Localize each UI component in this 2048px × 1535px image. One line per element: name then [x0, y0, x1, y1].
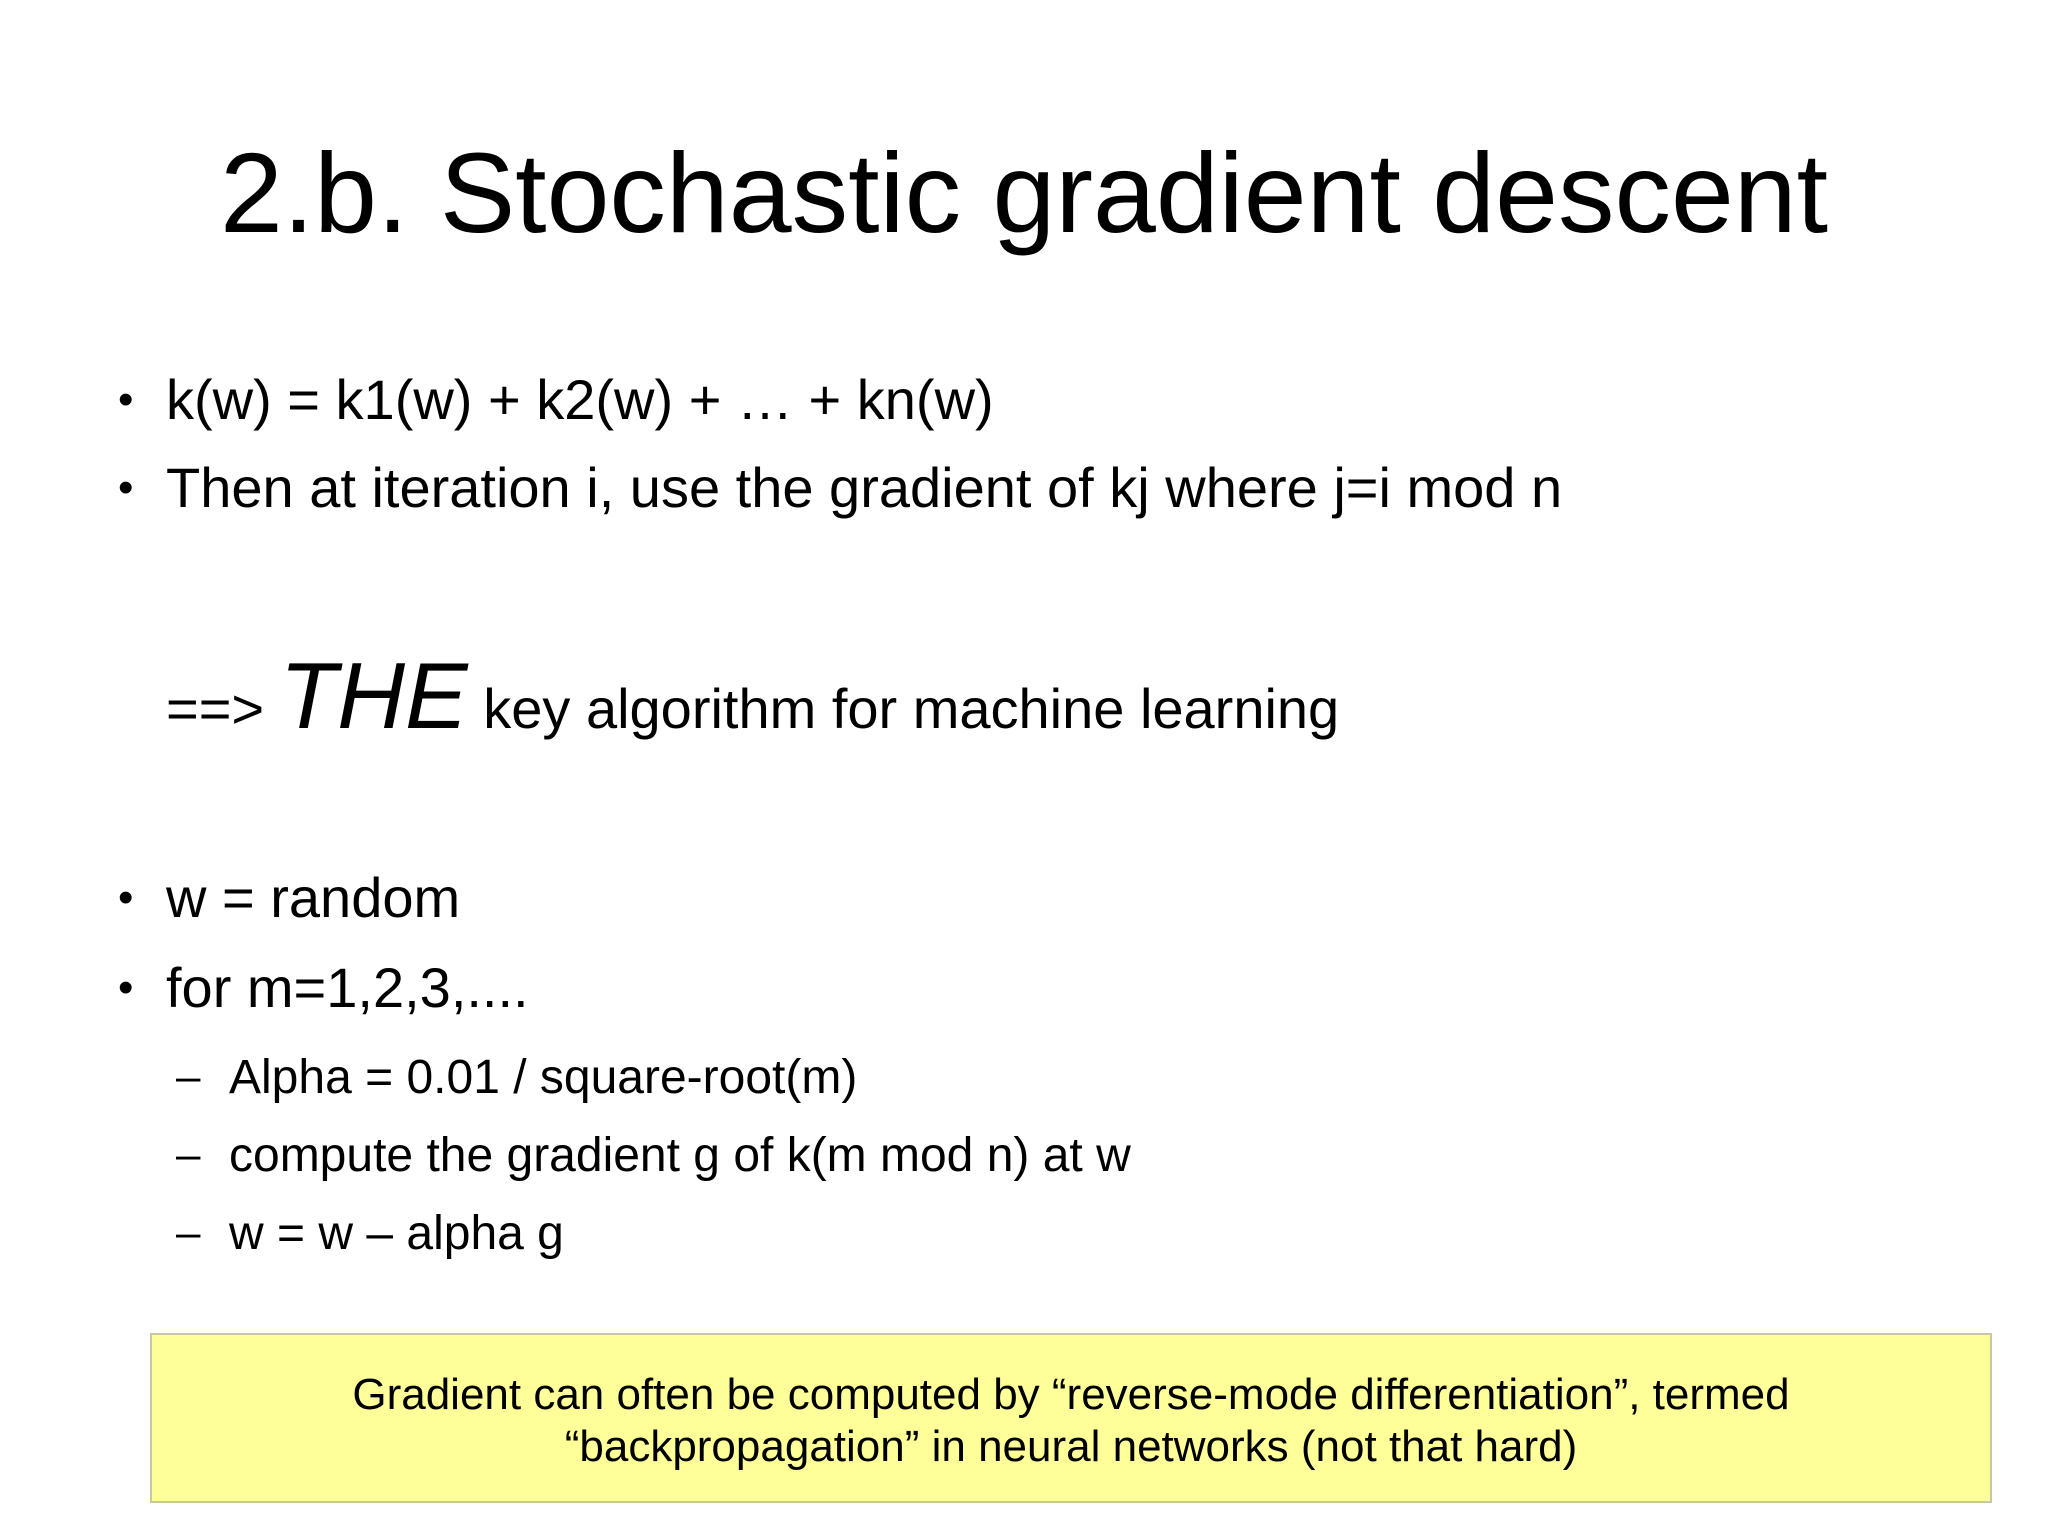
bullet-iteration-rule: Then at iteration i, use the gradient of kj where j=i mod n [166, 456, 1563, 519]
note-line-1: Gradient can often be computed by “reverse-mode differentiation”, termed [352, 1370, 1790, 1419]
sub-bullet-update-w: w = w – alpha g [229, 1207, 564, 1260]
key-algorithm-text: key algorithm for machine learning [483, 677, 1340, 740]
backpropagation-note-box [150, 1333, 1992, 1503]
bullet-marker: • [118, 873, 134, 922]
note-line-2: “backpropagation” in neural networks (not that hard) [564, 1422, 1578, 1471]
bullet-for-loop: for m=1,2,3,.... [166, 956, 529, 1019]
sub-bullet-marker: – [176, 1130, 201, 1179]
sub-bullet-marker: – [176, 1208, 201, 1257]
bullet-init-random: w = random [166, 866, 461, 929]
sub-bullet-compute-gradient: compute the gradient g of k(m mod n) at w [229, 1129, 1131, 1182]
slide-title: 2.b. Stochastic gradient descent [219, 130, 1829, 256]
bullet-marker: • [118, 375, 134, 424]
bullet-marker: • [118, 963, 134, 1012]
sub-bullet-alpha: Alpha = 0.01 / square-root(m) [229, 1051, 858, 1104]
emphasis-the: THE [279, 643, 468, 748]
bullet-sum-of-functions: k(w) = k1(w) + k2(w) + … + kn(w) [166, 368, 994, 431]
sub-bullet-marker: – [176, 1052, 201, 1101]
bullet-marker: • [118, 463, 134, 512]
key-algorithm-statement [166, 643, 1340, 759]
arrow-prefix: ==> [166, 677, 265, 740]
